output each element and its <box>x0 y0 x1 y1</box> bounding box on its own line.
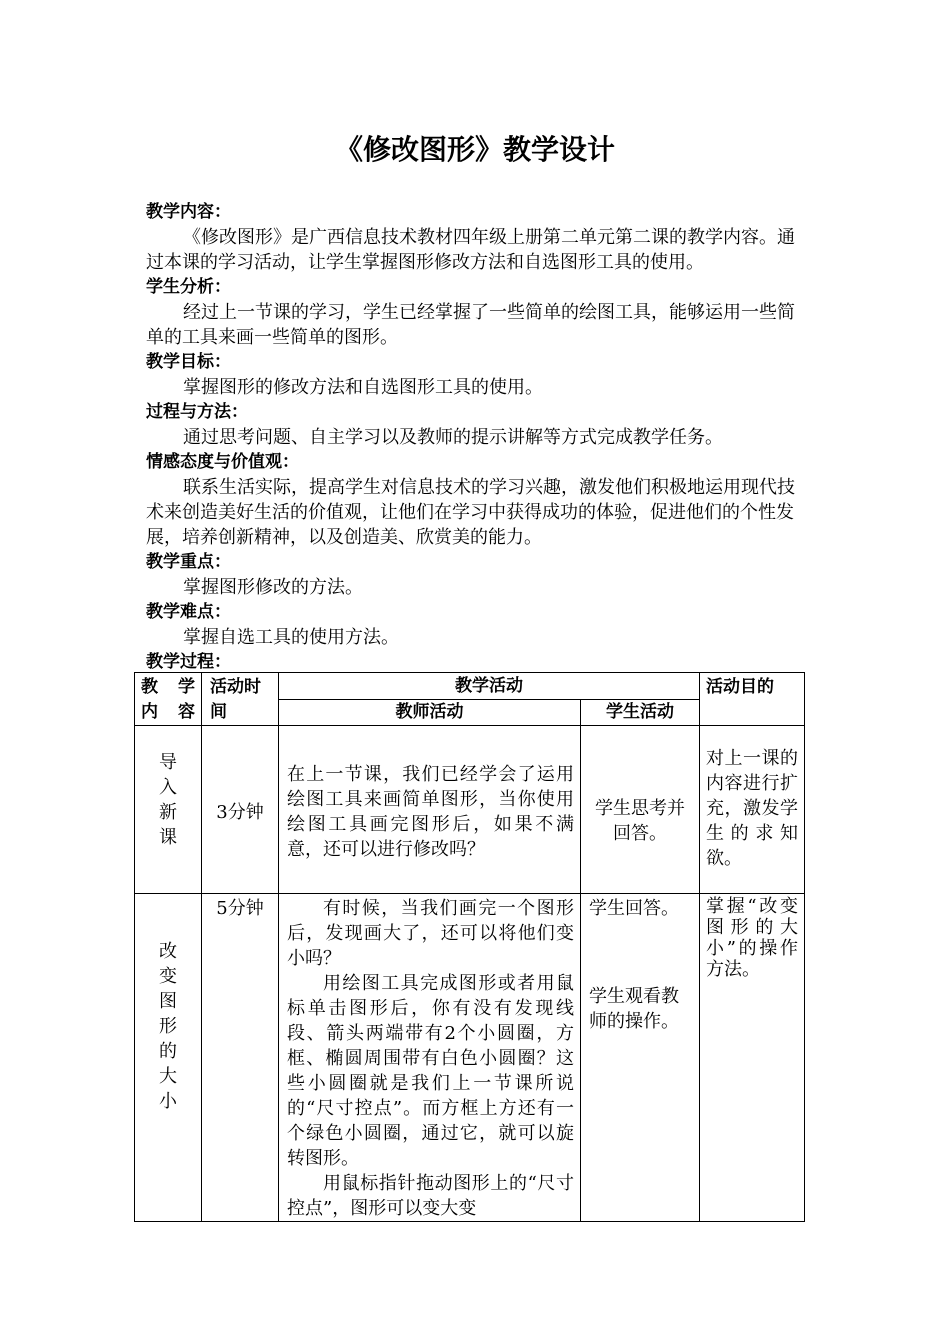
student-text: 学生观看教师的操作。 <box>589 986 679 1032</box>
section-heading: 教学过程： <box>146 652 231 672</box>
section-difficult-points <box>146 600 810 650</box>
section-heading: 教学难点： <box>146 602 231 622</box>
section-teaching-content <box>146 200 810 275</box>
section-heading: 情感态度与价值观： <box>146 452 299 472</box>
purpose-text: 掌握“改变图形的大小”的操作方法。 <box>706 896 798 980</box>
content-char: 课 <box>159 827 177 848</box>
row-purpose-cell <box>700 894 805 1222</box>
content-char: 变 <box>159 966 177 987</box>
section-paragraph: 《修改图形》是广西信息技术教材四年级上册第二单元第二课的教学内容。通过本课的学习活动，让学生掌握图形修改方法和自选图形工具的使用。 <box>146 227 795 273</box>
document-body <box>146 200 810 675</box>
lesson-plan-table <box>134 672 805 1222</box>
table-row <box>135 726 805 894</box>
table-header-row <box>135 673 805 700</box>
header-activity: 教学活动 <box>279 673 700 700</box>
student-text: 学生回答。 <box>589 898 679 919</box>
content-char: 入 <box>159 777 177 798</box>
table-row <box>135 894 805 1222</box>
document-title: 《修改图形》教学设计 <box>334 133 615 166</box>
section-teaching-goals <box>146 350 810 400</box>
row-student-cell <box>581 894 700 1222</box>
content-char: 小 <box>159 1091 177 1112</box>
row-content-cell <box>135 726 202 894</box>
section-heading: 教学内容： <box>146 202 231 222</box>
content-char: 改 <box>159 941 177 962</box>
purpose-text: 对上一课的内容进行扩充，激发学生的求知欲。 <box>706 748 798 869</box>
section-heading: 教学目标： <box>146 352 231 372</box>
section-paragraph: 掌握图形修改的方法。 <box>183 577 363 598</box>
section-student-analysis <box>146 275 810 350</box>
row-teacher-cell <box>279 894 581 1222</box>
row-teacher-cell <box>279 726 581 894</box>
row-time-cell: 3分钟 <box>202 726 279 894</box>
content-char: 形 <box>159 1016 177 1037</box>
row-content-cell <box>135 894 202 1222</box>
teacher-text: 有时候，当我们画完一个图形后，发现画大了，还可以将他们变小吗？ <box>287 898 574 969</box>
header-time: 活动时间 <box>202 673 279 726</box>
teacher-text: 用鼠标指针拖动图形上的“尺寸控点”，图形可以变大变 <box>287 1173 574 1219</box>
row-student-cell <box>581 726 700 894</box>
section-paragraph: 通过思考问题、自主学习以及教师的提示讲解等方式完成教学任务。 <box>183 427 723 448</box>
header-content: 教 学内容 <box>135 673 202 726</box>
section-heading: 过程与方法： <box>146 402 248 422</box>
content-char: 的 <box>159 1041 177 1062</box>
student-text: 学生思考并回答。 <box>595 798 685 844</box>
section-process-method <box>146 400 810 450</box>
section-heading: 教学重点： <box>146 552 231 572</box>
header-purpose: 活动目的 <box>700 673 805 726</box>
content-char: 导 <box>159 752 177 773</box>
teacher-text: 用绘图工具完成图形或者用鼠标单击图形后，你有没有发现线段、箭头两端带有2个小圆圈，方框、椭圆周围带有白色小圆圈？这些小圆圈就是我们上一节课所说的“尺寸控点”。而方框上方还有一个绿色小圆圈，通过它，就可以旋转图形。 <box>287 973 574 1169</box>
section-paragraph: 掌握自选工具的使用方法。 <box>183 627 399 648</box>
section-key-points <box>146 550 810 600</box>
section-heading: 学生分析： <box>146 277 231 297</box>
teacher-text: 在上一节课，我们已经学会了运用绘图工具来画简单图形，当你使用绘图工具画完图形后，如果不满意，还可以进行修改吗？ <box>287 764 574 860</box>
section-paragraph: 经过上一节课的学习，学生已经掌握了一些简单的绘图工具，能够运用一些简单的工具来画一些简单的图形。 <box>146 302 795 348</box>
content-char: 图 <box>159 991 177 1012</box>
header-student: 学生活动 <box>581 700 700 726</box>
section-paragraph: 联系生活实际，提高学生对信息技术的学习兴趣，激发他们积极地运用现代技术来创造美好生活的价值观，让他们在学习中获得成功的体验，促进他们的个性发展，培养创新精神，以及创造美、欣赏美的能力。 <box>146 477 795 548</box>
content-char: 新 <box>159 802 177 823</box>
row-purpose-cell <box>700 726 805 894</box>
header-teacher: 教师活动 <box>279 700 581 726</box>
row-time-cell: 5分钟 <box>202 894 279 1222</box>
section-attitude-values <box>146 450 810 550</box>
content-char: 大 <box>159 1066 177 1087</box>
section-paragraph: 掌握图形的修改方法和自选图形工具的使用。 <box>183 377 543 398</box>
